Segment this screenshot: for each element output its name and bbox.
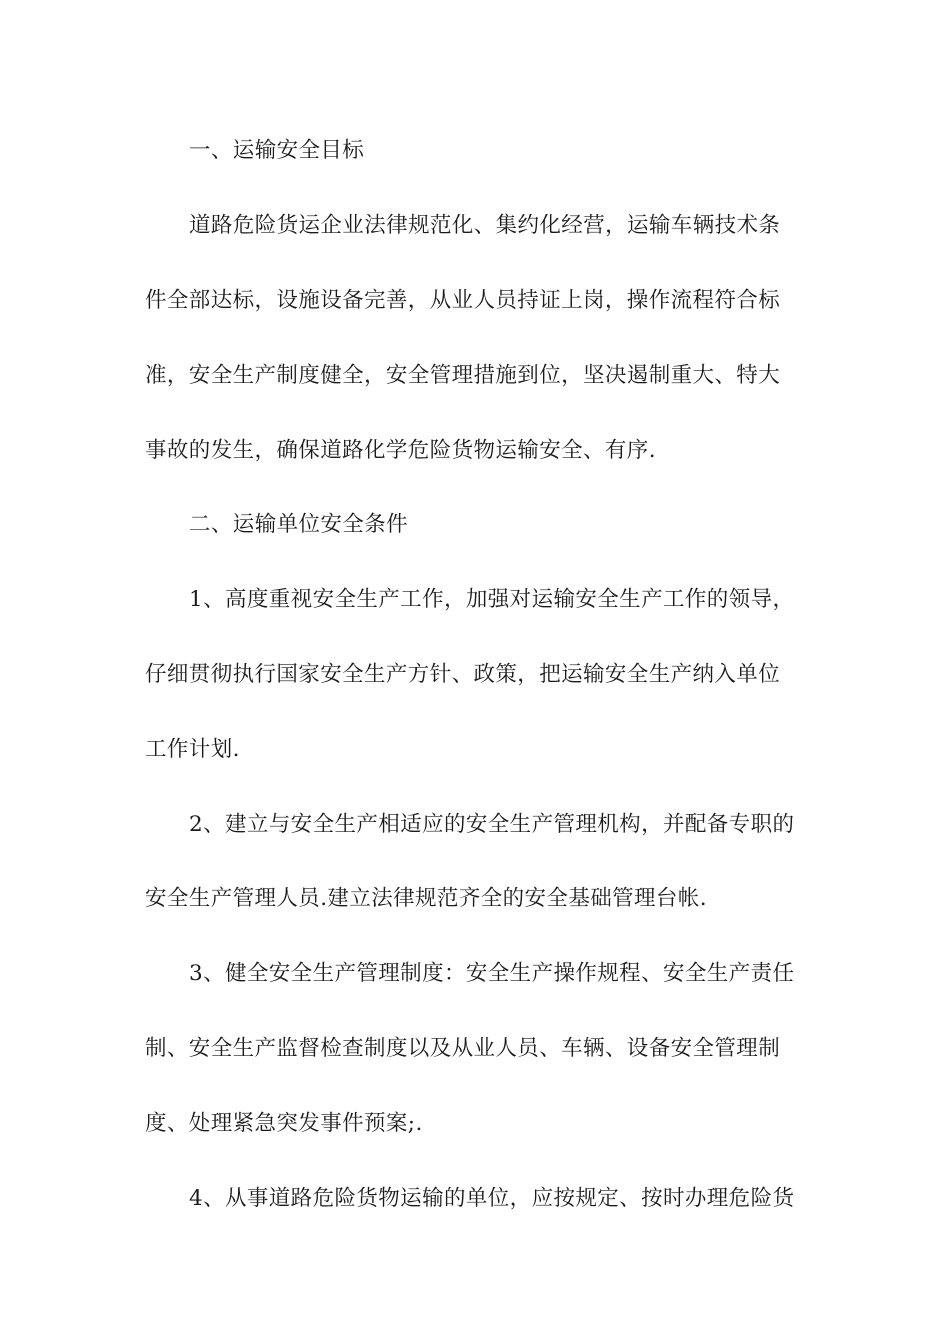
paragraph-line: 4、从事道路危险货物运输的单位，应按规定、按时办理危险货: [189, 1186, 795, 1211]
paragraph-line: 道路危险货运企业法律规范化、集约化经营，运输车辆技术条: [189, 213, 781, 238]
paragraph-line: 准，安全生产制度健全，安全管理措施到位，坚决遏制重大、特大: [145, 363, 781, 388]
paragraph-line: 仔细贯彻执行国家安全生产方针、政策，把运输安全生产纳入单位: [145, 662, 781, 687]
heading-transport-unit-conditions: 二、运输单位安全条件: [189, 512, 409, 537]
paragraph-line: 事故的发生，确保道路化学危险货物运输安全、有序.: [145, 438, 656, 463]
paragraph-line: 工作计划.: [145, 737, 240, 762]
paragraph-line: 2、建立与安全生产相适应的安全生产管理机构，并配备专职的: [189, 812, 795, 837]
paragraph-line: 度、处理紧急突发事件预案;.: [145, 1111, 423, 1136]
heading-transport-safety-goal: 一、运输安全目标: [189, 138, 365, 163]
paragraph-line: 安全生产管理人员.建立法律规范齐全的安全基础管理台帐.: [145, 886, 707, 911]
paragraph-line: 件全部达标，设施设备完善，从业人员持证上岗，操作流程符合标: [145, 288, 781, 313]
paragraph-line: 1、高度重视安全生产工作，加强对运输安全生产工作的领导，: [189, 587, 795, 612]
paragraph-line: 制、安全生产监督检查制度以及从业人员、车辆、设备安全管理制: [145, 1036, 781, 1061]
paragraph-line: 3、健全安全生产管理制度：安全生产操作规程、安全生产责任: [189, 961, 795, 986]
